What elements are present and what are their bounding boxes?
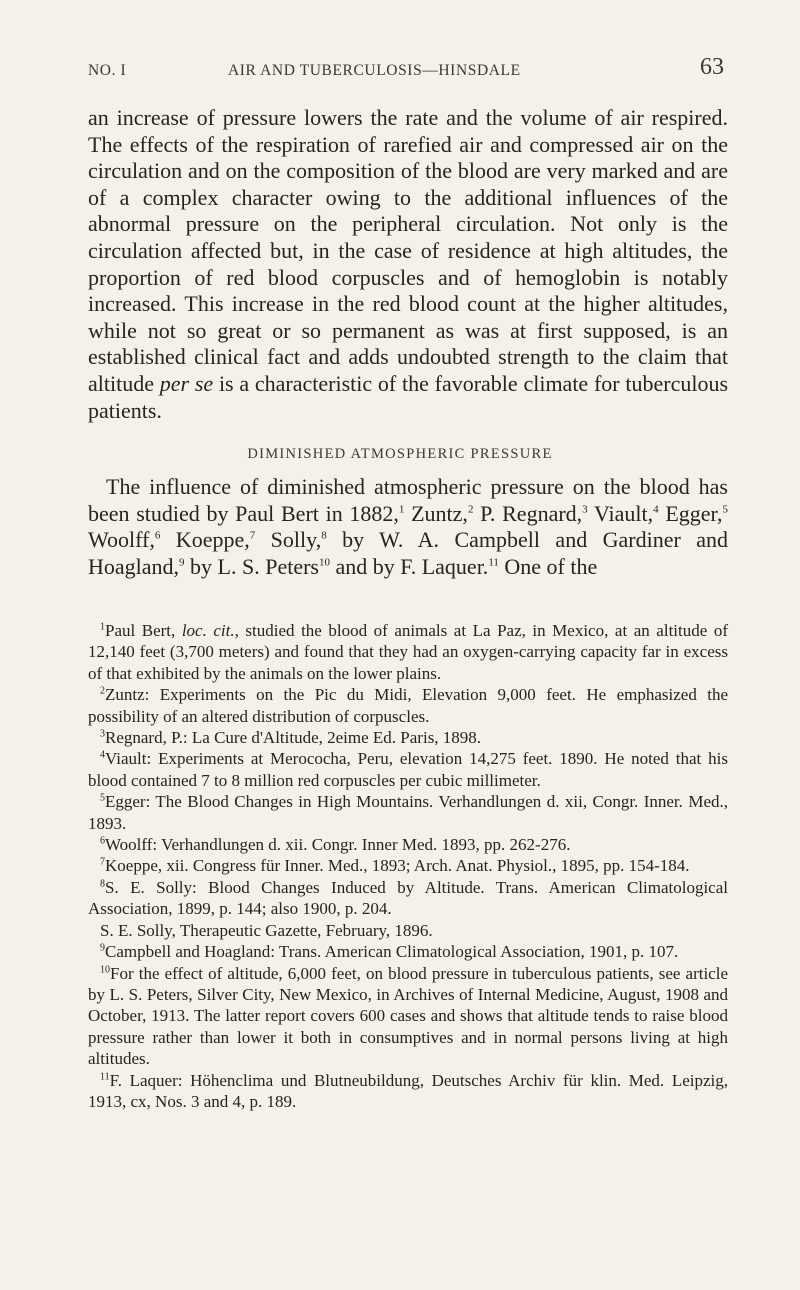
footnote-ref: 1 (398, 503, 405, 516)
footnote: $^5$Egger: The Blood Changes in High Mountains. Verhandlungen d. xii, Congr. Inner. Med., 1893. (88, 792, 728, 833)
paragraph-text: is a characteristic of the favorable climate for tuberculous patients. (88, 370, 729, 423)
running-title: AIR AND TUBERCULOSIS—HINSDALE (228, 62, 521, 79)
footnote-ref: 4 (653, 503, 659, 516)
body-text-2 (88, 474, 728, 580)
issue-number: NO. I (88, 62, 127, 79)
footnote: $^7$Koeppe, xii. Congress für Inner. Med., 1893; Arch. Anat. Physiol., 1895, pp. 154-184. (100, 856, 690, 876)
footnote: S. E. Solly, Therapeutic Gazette, February, 1896. (100, 920, 433, 940)
paragraph (88, 105, 728, 424)
footnote: $^4$Viault: Experiments at Merococha, Peru, elevation 14,275 feet. 1890. He noted that his blood contained 7 to 8 million red corpuscles per cubic millimeter. (88, 749, 728, 790)
body-text (88, 105, 728, 424)
footnotes (88, 620, 728, 1112)
footnote-ref: 10 (318, 556, 330, 569)
footnote: $^9$Campbell and Hoagland: Trans. American Climatological Association, 1901, p. 107. (100, 942, 679, 962)
footnote-ref: 2 (467, 503, 474, 516)
footnote: $^3$Regnard, P.: La Cure d'Altitude, 2eime Ed. Paris, 1898. (100, 728, 482, 748)
section-heading: DIMINISHED ATMOSPHERIC PRESSURE (247, 446, 553, 462)
footnote: $^{11}$F. Laquer: Höhenclima und Blutneubildung, Deutsches Archiv für klin. Med. Leipzig, 1913, cx, Nos. 3 and 4, p. 189. (88, 1070, 728, 1111)
footnote: $^1$Paul Bert, loc. cit., studied the blood of animals at La Paz, in Mexico, at an altitude of 12,140 feet (3,700 meters) and found that they had an oxygen-carrying capacity far in excess of that exhibited by the animals on the lower plains. (88, 621, 728, 683)
footnote: $^6$Woolff: Verhandlungen d. xii. Congr. Inner Med. 1893, pp. 262-276. (100, 835, 571, 855)
paragraph: The influence of diminished atmospheric pressure on the blood has been studied by Paul Bert in 1882,$^1$ Zuntz,$^2$ P. Regnard,$^3$ Viault,$^4$ Egger,$^5$ Woolff,$^6$ Koeppe,$^7$ Solly,$^8$ by W. A. Campbell and Gardiner and Hoagland,$^9$ by L. S. Peters$^{10}$ and by F. Laquer.$^{11}$ One of the (88, 474, 729, 579)
footnote-ref: 9 (179, 556, 185, 569)
italic-phrase: per se (159, 370, 214, 396)
footnote: $^2$Zuntz: Experiments on the Pic du Midi, Elevation 9,000 feet. He emphasized the possibility of an altered distribution of corpuscles. (88, 685, 728, 726)
footnote-ref: 7 (249, 529, 256, 542)
footnote-ref: 3 (582, 503, 588, 516)
footnote-ref: 6 (154, 529, 161, 542)
footnote-ref: 11 (488, 556, 499, 569)
footnote-ref: 5 (722, 503, 729, 516)
paragraph-text: an increase of pressure lowers the rate and the volume of air respired. The effects of the respiration of rarefied air and compressed air on the circulation and on the composition of the blood are very marked and are of a complex character owing to the additional influences of the abnormal pressure on the peripheral circulation. Not only is the circulation affected but, in the case of residence at high altitudes, the proportion of red blood corpuscles and of hemoglobin is notably increased. This increase in the red blood count at the higher altitudes, while not so great or so permanent as was at first supposed, is an established clinical fact and adds undoubted strength to the claim that altitude (88, 105, 728, 396)
footnote-ref: 8 (321, 529, 327, 542)
footnote: $^{10}$For the effect of altitude, 6,000 feet, on blood pressure in tuberculous patients, see article by L. S. Peters, Silver City, New Mexico, in Archives of Internal Medicine, August, 1908 and October, 1913. The latter report covers 600 cases and shows that altitude tends to raise blood pressure rather than lower it both in consumptives and in normal persons living at high altitudes. (88, 963, 728, 1069)
page-number: 63 (700, 54, 724, 80)
footnote: $^8$S. E. Solly: Blood Changes Induced by Altitude. Trans. American Climatological Association, 1899, p. 144; also 1900, p. 204. (88, 877, 728, 919)
